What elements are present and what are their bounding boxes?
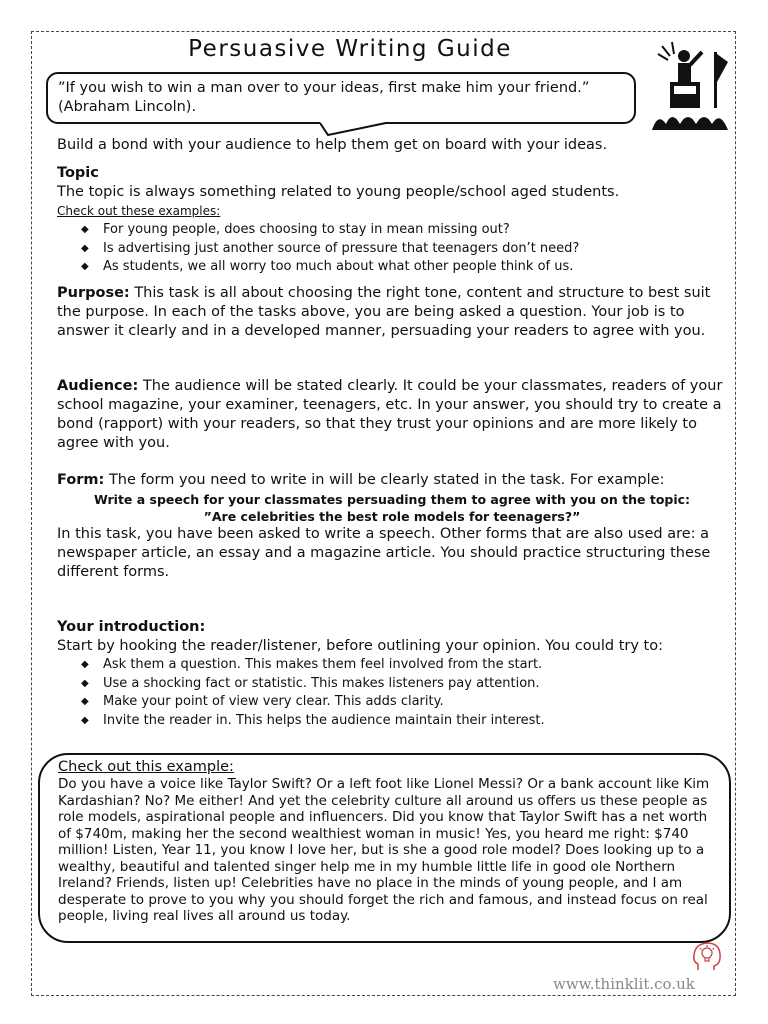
audience-text: The audience will be stated clearly. It could be your classmates, readers of your school magazine, your examiner, teenagers, etc. In your answer, you should try to create a bond (rapport) with your readers, so that they trust your opinions and are more likely to agree with you.: [57, 378, 723, 451]
speech-bubble-tail: [320, 121, 390, 137]
audience-heading: Audience:: [57, 378, 139, 394]
list-item: ◆ Invite the reader in. This helps the audience maintain their interest.: [81, 712, 727, 731]
list-item: ◆ Ask them a question. This makes them feel involved from the start.: [81, 656, 727, 675]
topic-heading: Topic: [57, 165, 99, 181]
head-lightbulb-logo-icon: [690, 940, 724, 974]
example-text: Do you have a voice like Taylor Swift? Or a left foot like Lionel Messi? Or a bank account like Kim Kardashian? No? Me either! And yet the celebrity culture all around us offers us these people as role models, aspirational people and influencers. Did you know that Taylor Swift has a net worth of $740m, making her the second wealthiest woman in music! Yes, you heard me right: $740 million! Listen, Year 11, you know I love her, but is she a good role model? Does looking up to a wealthy, beautiful and talented singer help me in my humble little life in good ole Northern Ireland? Friends, listen up! Celebrities have no place in the minds of young people, and I am desperate to prove to you why you should forget the rich and famous, and instead focus on real people, living real lives all around us today.: [58, 776, 710, 924]
topic-examples-list: [57, 221, 727, 277]
footer-website-link[interactable]: www.thinklit.co.uk: [553, 975, 695, 993]
list-item: ◆ Is advertising just another source of pressure that teenagers don’t need?: [81, 240, 727, 259]
form-heading: Form:: [57, 472, 105, 488]
audience-section: [57, 377, 727, 453]
list-item: ◆ Make your point of view very clear. This adds clarity.: [81, 693, 727, 712]
purpose-heading: Purpose:: [57, 285, 130, 301]
quote-speech-bubble: [46, 72, 636, 124]
form-task-line-2: ”Are celebrities the best role models for teenagers?”: [203, 509, 581, 524]
speaker-podium-icon: [648, 38, 732, 134]
example-title: Check out this example:: [58, 759, 234, 775]
topic-text: The topic is always something related to young people/school aged students.: [57, 184, 620, 200]
purpose-section: [57, 284, 727, 341]
list-item: ◆ For young people, does choosing to stay in mean missing out?: [81, 221, 727, 240]
topic-section: [57, 164, 727, 277]
form-task-line-1: Write a speech for your classmates persuading them to agree with you on the topic:: [93, 492, 691, 507]
introduction-section: [57, 618, 727, 730]
example-box: [38, 753, 731, 943]
list-item: ◆ Use a shocking fact or statistic. This makes listeners pay attention.: [81, 675, 727, 694]
introduction-text: Start by hooking the reader/listener, before outlining your opinion. You could try to:: [57, 638, 663, 654]
topic-examples-label: Check out these examples:: [57, 204, 221, 218]
introduction-heading: Your introduction:: [57, 619, 206, 635]
form-followup-text: In this task, you have been asked to write a speech. Other forms that are also used are: a newspaper article, an essay and a magazine article. You should practice structuring these different forms.: [57, 526, 711, 580]
form-section: [57, 471, 727, 582]
page-title: Persuasive Writing Guide: [188, 36, 512, 62]
form-text: The form you need to write in will be clearly stated in the task. For example:: [104, 472, 665, 488]
list-item: ◆ As students, we all worry too much about what other people think of us.: [81, 258, 727, 277]
introduction-tips-list: [57, 656, 727, 730]
purpose-text: This task is all about choosing the right tone, content and structure to best suit the purpose. In each of the tasks above, you are being asked a question. Your job is to answer it clearly and in a developed manner, persuading your readers to agree with you.: [57, 285, 711, 339]
quote-text: ”If you wish to win a man over to your ideas, first make him your friend.” (Abraham Lincoln).: [58, 80, 590, 115]
lead-paragraph: Build a bond with your audience to help them get on board with your ideas.: [57, 137, 608, 153]
